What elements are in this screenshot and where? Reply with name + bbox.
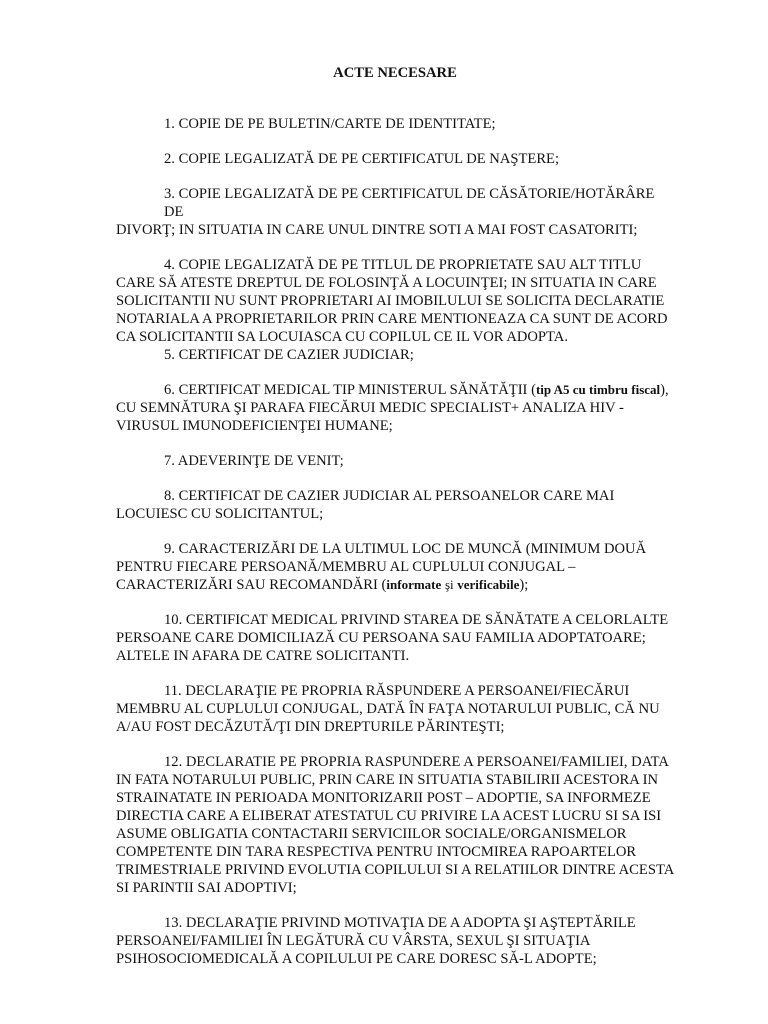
list-item-3-line-3: DIVORŢ; IN SITUATIA IN CARE UNUL DINTRE SOTI A MAI FOST CASATORITI; (116, 222, 638, 238)
list-item-6-bold: tip A5 cu timbru fiscal (535, 382, 661, 397)
list-item-7: 7. ADEVERINŢE DE VENIT; (164, 453, 344, 469)
list-item-6-text-b: ), CU SEMNĂTURA ŞI PARAFA FIECĂRUI MEDIC SPECIALIST+ ANALIZA HIV - VIRUSUL IMUNODEFICIENŢEI HUMANE; (116, 382, 669, 434)
list-item-10: 10. CERTIFICAT MEDICAL PRIVIND STAREA DE SĂNĂTATE A CELORLALTE PERSOANE CARE DOMICILIAZĂ CU PERSOANA SAU FAMILIA ADOPTATOARE; ALTELE IN AFARA DE CATRE SOLICITANTI. (116, 612, 669, 664)
document-title: ACTE NECESARE (333, 65, 457, 81)
list-item-9-bold-verificabile: verificabile (457, 577, 520, 592)
list-item-6-text-a: 6. CERTIFICAT MEDICAL TIP MINISTERUL SĂNĂTĂŢII ( (164, 382, 536, 398)
list-item-2: 2. COPIE LEGALIZATĂ DE PE CERTIFICATUL DE NAŞTERE; (164, 151, 560, 167)
list-item-3-line-1: 3. COPIE LEGALIZATĂ DE PE CERTIFICATUL DE CĂSĂTORIE/HOTĂRÂRE (164, 186, 655, 202)
list-item-9-text-a: 9. CARACTERIZĂRI DE LA ULTIMUL LOC DE MUNCĂ (MINIMUM DOUĂ PENTRU FIECARE PERSOANĂ/MEMBRU AL CUPLULUI CONJUGAL – CARACTERIZĂRI SAU RECOMANDĂRI ( (116, 541, 647, 593)
list-item-1: 1. COPIE DE PE BULETIN/CARTE DE IDENTITATE; (164, 116, 496, 132)
list-item-9-text-b: ); (519, 577, 529, 593)
list-item-8: 8. CERTIFICAT DE CAZIER JUDICIAR AL PERSOANELOR CARE MAI LOCUIESC CU SOLICITANTUL; (116, 488, 615, 522)
list-item-3-line-2: DE (164, 204, 184, 220)
list-item-9-bold-informate: informate (386, 577, 442, 592)
list-item-9 (116, 540, 680, 594)
list-item-9-and: şi (444, 577, 454, 592)
list-item-12: 12. DECLARATIE PE PROPRIA RASPUNDERE A PERSOANEI/FAMILIEI, DATA IN FATA NOTARULUI PUBLIC, PRIN CARE IN SITUATIA STABILIRII ACESTORA IN STRAINATATE IN PERIOADA MONITORIZARII POST – ADOPTIE, SA INFORMEZE DIRECTIA CARE A ELIBERAT ATESTATUL CU PRIVIRE LA ACEST LUCRU SI SA ISI ASUME OBLIGATIA CONTACTARII SERVICIILOR SOCIALE/ORGANISMELOR COMPETENTE DIN TARA RESPECTIVA PENTRU INTOCMIREA RAPOARTELOR TRIMESTRIALE PRIVIND EVOLUTIA COPILULUI SI A RELATIILOR DINTRE ACESTA SI PARINTII SAI ADOPTIVI; (116, 754, 674, 896)
list-item-6 (116, 381, 680, 435)
list-item-5: 5. CERTIFICAT DE CAZIER JUDICIAR; (164, 347, 414, 363)
list-item-11: 11. DECLARAŢIE PE PROPRIA RĂSPUNDERE A PERSOANEI/FIECĂRUI MEMBRU AL CUPLULUI CONJUGAL, DATĂ ÎN FAŢA NOTARULUI PUBLIC, CĂ NU A/AU FOST DECĂZUTĂ/ŢI DIN DREPTURILE PĂRINTEŞTI; (116, 683, 660, 735)
list-item-3 (116, 185, 680, 239)
list-item-4: 4. COPIE LEGALIZATĂ DE PE TITLUL DE PROPRIETATE SAU ALT TITLU CARE SĂ ATESTE DREPTUL DE FOLOSINŢĂ A LOCUINŢEI; IN SITUATIA IN CARE SOLICITANTII NU SUNT PROPRIETARI AI IMOBILULUI SE SOLICITA DECLARATIE NOTARIALA A PROPRIETARILOR PRIN CARE MENTIONEAZA CA SUNT DE ACORD CA SOLICITANTII SA LOCUIASCA CU COPILUL CE IL VOR ADOPTA. (116, 257, 668, 345)
list-item-13: 13. DECLARAŢIE PRIVIND MOTIVAŢIA DE A ADOPTA ŞI AŞTEPTĂRILE PERSOANEI/FAMILIEI ÎN LEGĂTURĂ CU VÂRSTA, SEXUL ŞI SITUAŢIA PSIHOSOCIOMEDICALĂ A COPILULUI PE CARE DORESC SĂ-L ADOPTE; (116, 915, 636, 967)
